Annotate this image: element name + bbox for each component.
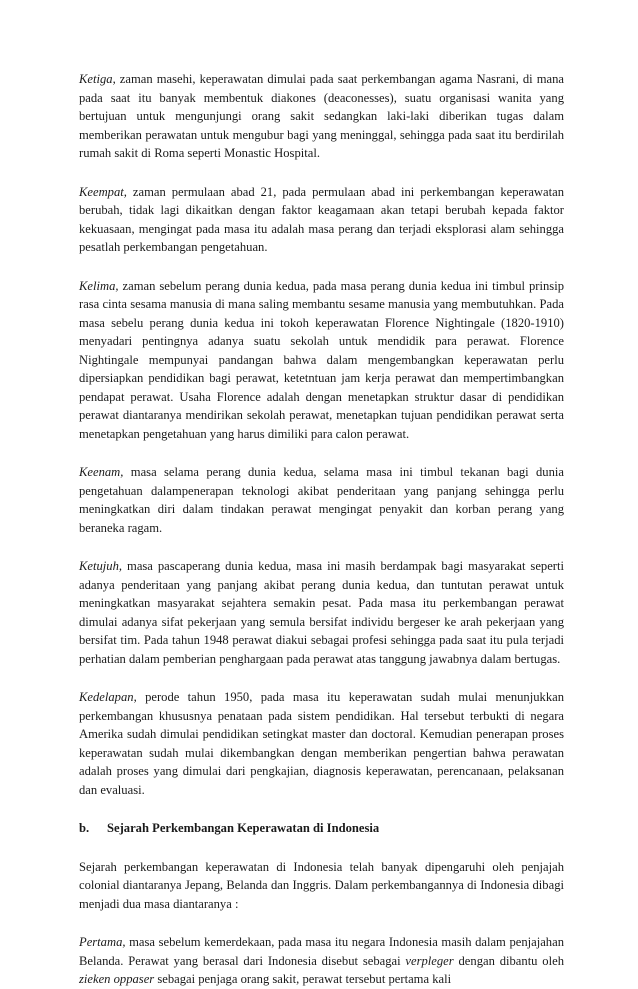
paragraph-lead: Ketujuh,	[79, 559, 123, 573]
term-zieken-oppaser: zieken oppaser	[79, 972, 155, 986]
paragraph-lead: Kelima,	[79, 278, 119, 293]
paragraph-ketujuh	[79, 557, 564, 668]
paragraph-text: sebagai penjaga orang sakit, perawat tersebut pertama kali	[154, 972, 452, 986]
paragraph-keenam	[79, 463, 564, 537]
paragraph-keempat	[79, 183, 564, 257]
paragraph-kelima	[79, 277, 564, 444]
paragraph-lead: Pertama,	[79, 935, 126, 949]
section-number: b.	[79, 821, 90, 835]
paragraph-intro: Sejarah perkembangan keperawatan di Indonesia telah banyak dipengaruhi oleh penjajah colonial diantaranya Jepang, Belanda dan Inggris. Dalam perkembangannya di Indonesia dibagi menjadi dua masa diantaranya :	[79, 859, 564, 911]
paragraph-text: zaman sebelum perang dunia kedua, pada masa perang dunia kedua ini timbul prinsip rasa cinta sesama manusia di mana saling membantu sesame manusia yang membutuhkan. Pada masa sebelu perang dunia kedua ini tokoh keperawatan Florence Nightingale (1820-1910) menyadari pentingnya adanya suatu sekolah untuk mendidik para perawat. Florence Nightingale mempunyai pandangan bahwa dalam mengembangkan keperawatan perlu dipersiapkan pendidikan bagi perawat, ketetntuan jam kerja perawat dan mempertimbangkan pendapat perawat. Usaha Florence adalah dengan menetapkan struktur dasar di pendidikan perawat diantaranya mendirikan sekolah perawat, menetapkan tujuan pendidikan perawat serta menetapkan pengetahuan yang harus dimiliki para calon perawat.	[79, 278, 564, 441]
paragraph-text: masa selama perang dunia kedua, selama masa ini timbul tekanan bagi dunia pengetahuan dalampenerapan teknologi akibat penderitaan yang panjang sehingga perlu meningkatkan diri dalam tindakan perawat mengingat penyakit dan korban perang yang beraneka ragam.	[79, 465, 564, 535]
paragraph-text: perode tahun 1950, pada masa itu keperawatan sudah mulai menunjukkan perkembangan khususnya penataan pada sistem pendidikan. Hal tersebut terbukti di negara Amerika sudah dimulai pendidikan setingkat master dan doctoral. Kemudian penerapan proses keperawatan sudah mulai dikembangkan dengan memberikan pengertian bahwa perawatan adalah proses yang dimulai dari pengkajian, diagnosis keperawatan, perencanaan, pelaksanan dan evaluasi.	[79, 690, 564, 797]
paragraph-lead: Keenam,	[79, 465, 124, 479]
paragraph-text: zaman masehi, keperawatan dimulai pada saat perkembangan agama Nasrani, di mana pada saat itu banyak membentuk diakones (deaconesses), suatu organisasi wanita yang bertujuan untuk mengunjungi orang sakit sedangkan laki-laki diberikan tugas dalam memberikan perawatan untuk mengubur bagi yang meninggal, sehingga pada saat itu berdirilah rumah sakit di Roma seperti Monastic Hospital.	[79, 72, 564, 160]
paragraph-lead: Kedelapan,	[79, 690, 137, 704]
paragraph-text: masa sebelum kemerdekaan, pada masa itu negara Indonesia masih dalam penjajahan Belanda. Perawat yang berasal dari Indonesia disebut sebagai	[79, 935, 564, 968]
paragraph-text: masa pascaperang dunia kedua, masa ini masih berdampak bagi masyarakat seperti adanya penderitaan yang panjang akibat perang dunia kedua, dan tuntutan perawat untuk meningkatkan masyarakat sejahtera semakin pesat. Pada masa itu perkembangan perawat dimulai adanya sifat pekerjaan yang semula bersifat individu bergeser ke arah pekerjaan yang bersifat tim. Pada tahun 1948 perawat diakui sebagai profesi sehingga pada saat itu pula terjadi perhatian dalam pemberian penghargaan pada perawat atas tanggung jawabnya dalam bertugas.	[79, 559, 564, 666]
paragraph-lead: Keempat,	[79, 184, 127, 199]
section-title: Sejarah Perkembangan Keperawatan di Indonesia	[107, 821, 380, 835]
section-heading	[79, 819, 564, 838]
paragraph-pertama	[79, 933, 564, 989]
paragraph-text: dengan dibantu oleh	[453, 953, 564, 968]
term-verpleger: verpleger	[405, 953, 454, 968]
paragraph-text: zaman permulaan abad 21, pada permulaan abad ini perkembangan keperawatan berubah, tidak lagi dikaitkan dengan faktor keagamaan akan tetapi berubah kepada faktor kekuasaan, mengingat pada masa itu adalah masa perang dan terjadi eksplorasi alam sehingga pesatlah perkembangan pengetahuan.	[79, 184, 564, 254]
paragraph-kedelapan	[79, 688, 564, 799]
paragraph-ketiga	[79, 70, 564, 163]
paragraph-lead: Ketiga,	[79, 72, 116, 86]
